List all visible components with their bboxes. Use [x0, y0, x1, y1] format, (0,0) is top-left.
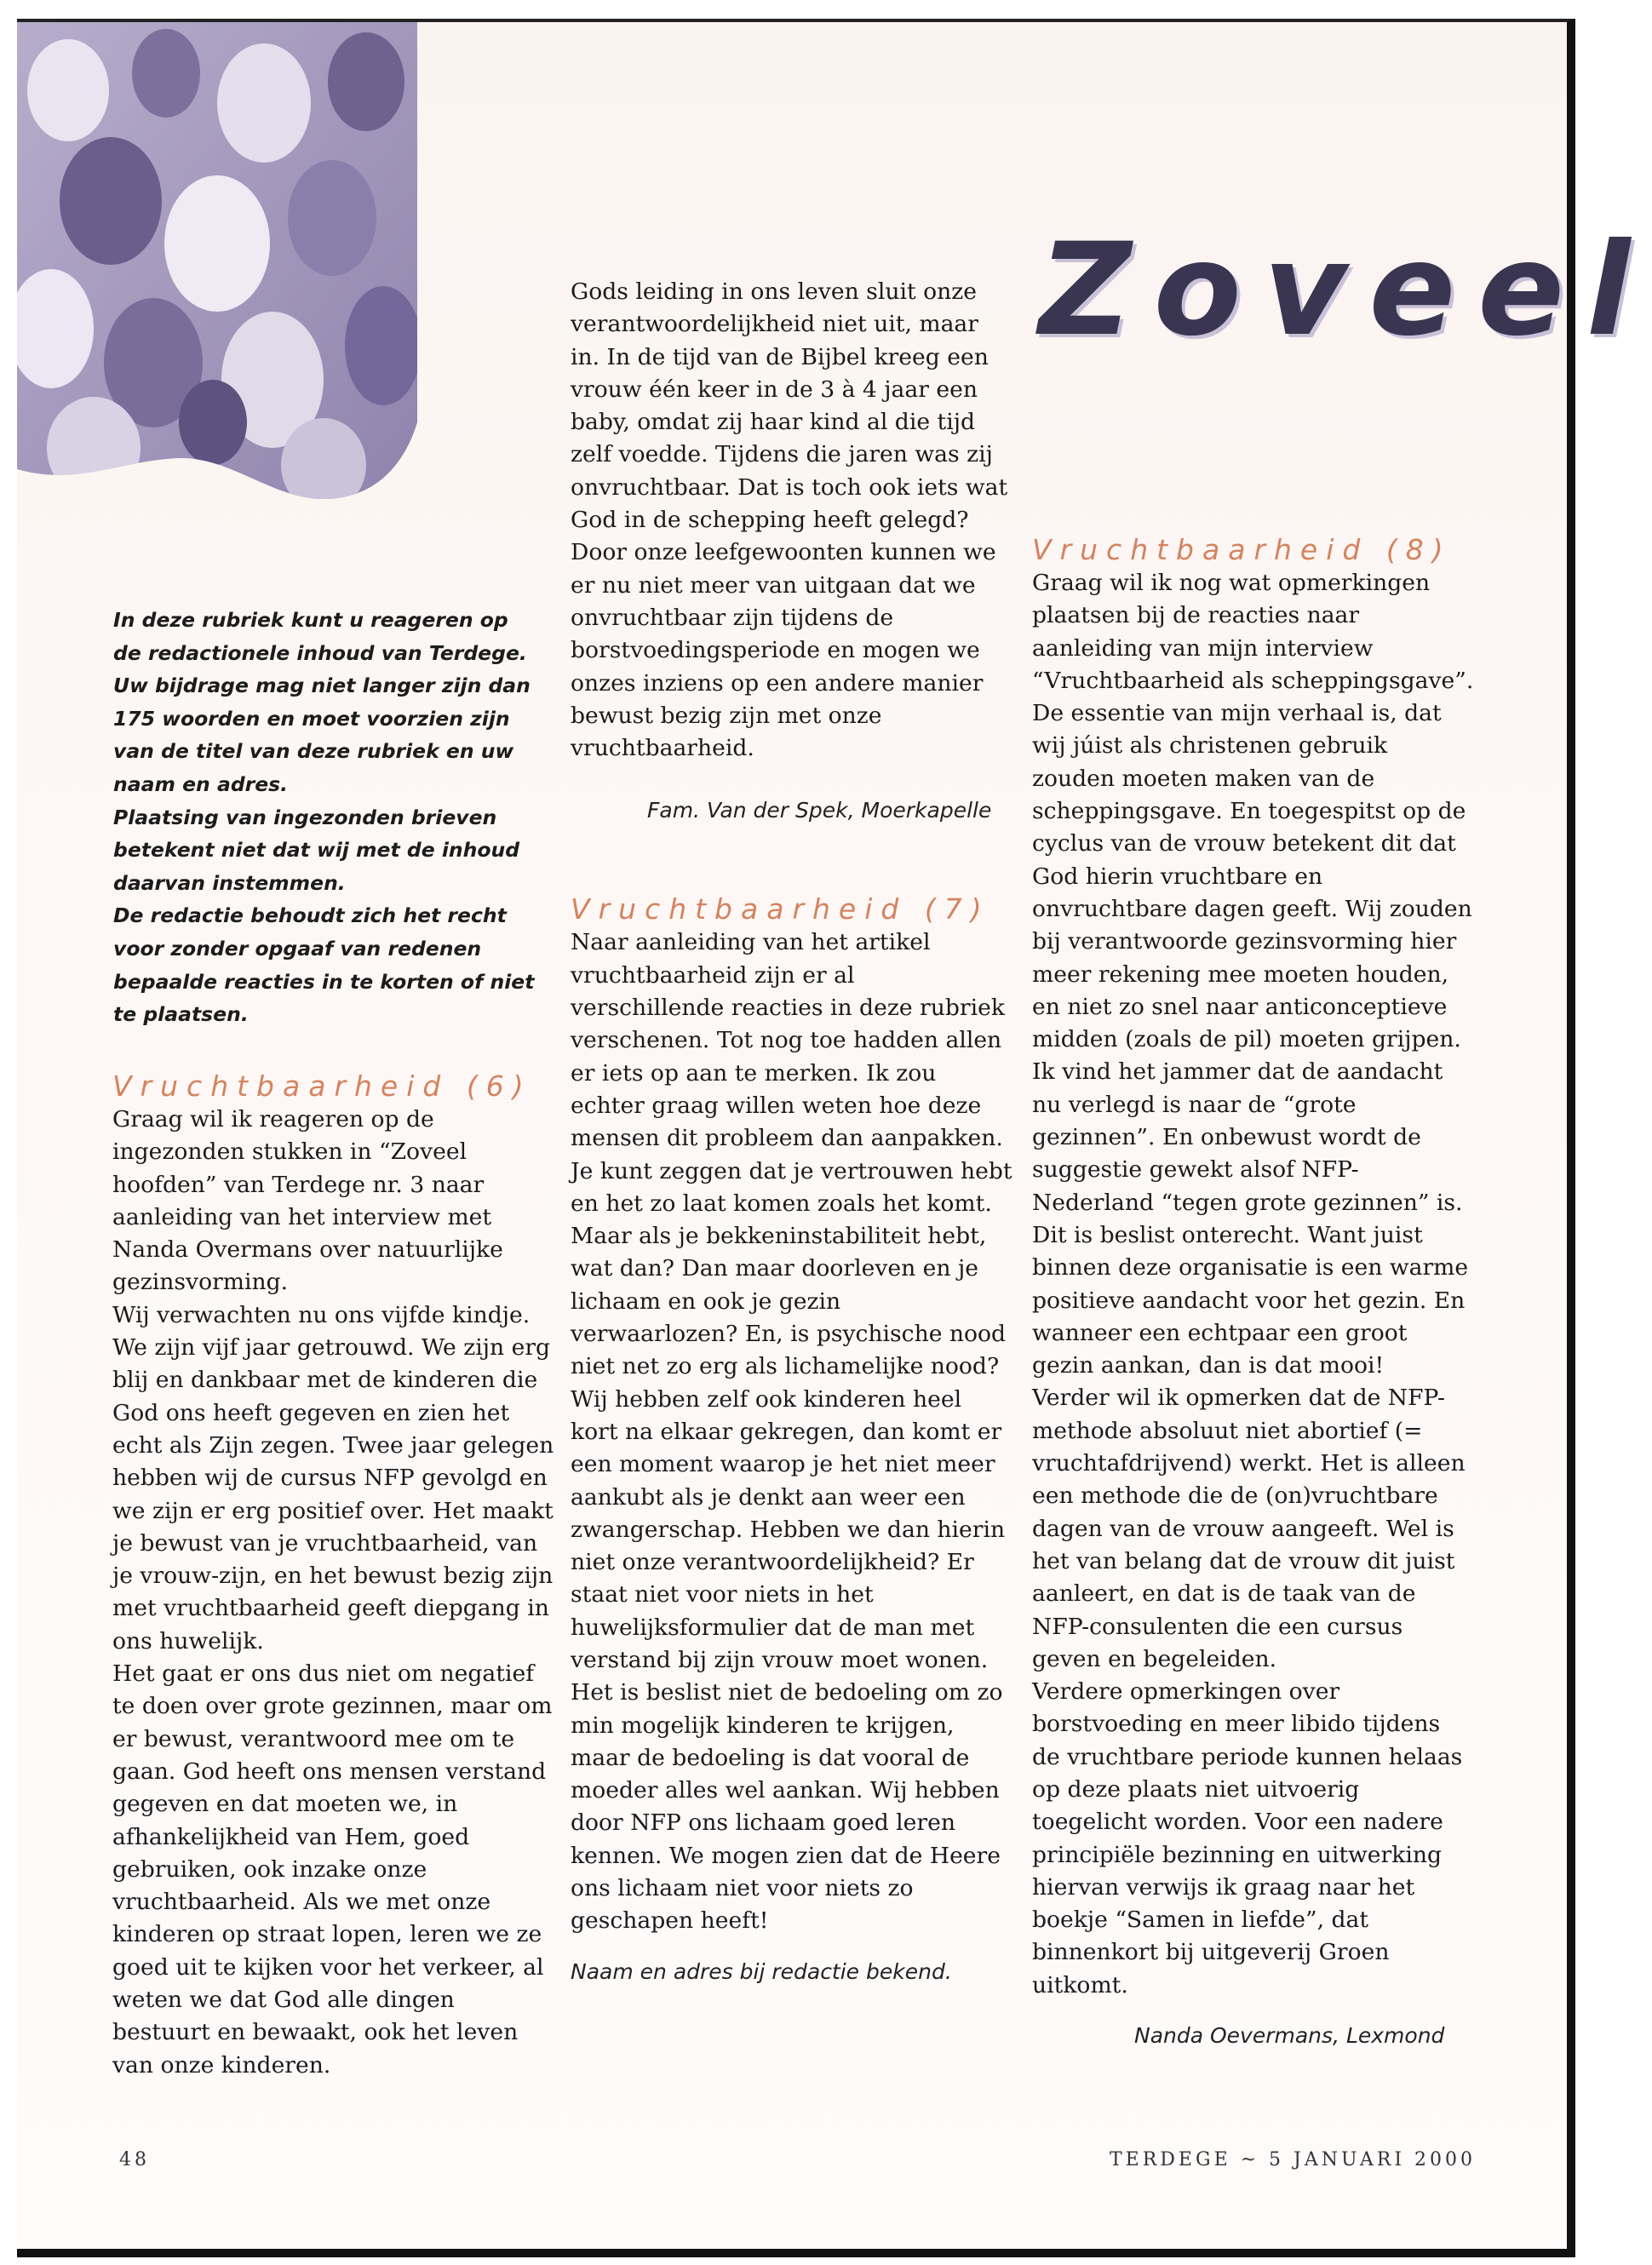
column-left — [112, 1069, 555, 2082]
letter-paragraph: Graag wil ik reageren op de ingezonden stukken in “Zoveel hoofden” van Terdege nr. 3 naar aanleiding van het interview met Nanda Overmans over natuurlijke gezinsvorming. — [112, 1106, 503, 1296]
letter-heading: Vruchtbaarheid (8) — [1032, 533, 1452, 566]
letter-paragraph: Het is beslist niet de bedoeling om zo min mogelijk kinderen te krijgen, maar de bedoeling is dat vooral de moeder alles wel aankan. Wij hebben door NFP ons lichaam goed leren kennen. We mogen zien dat de Heere ons lichaam niet voor niets zo geschapen heeft! — [571, 1679, 1003, 1935]
letter-paragraph: Naar aanleiding van het artikel vruchtbaarheid zijn er al verschillende reacties in deze rubriek verschenen. Tot nog toe hadden allen er iets op aan te merken. Ik zou echter graag willen weten hoe deze mensen dit probleem dan aanpakken. Je kunt zeggen dat je vertrouwen hebt en het zo laat komen zoals het komt. Maar als je bekkeninstabiliteit hebt, wat dan? Dan maar doorleven en je lichaam en ook je gezin verwaarlozen? En, is psychische nood niet net zo erg als lichamelijke nood? — [571, 929, 1012, 1380]
letter-signature: Naam en adres bij redactie bekend. — [571, 1958, 952, 1984]
letter-signature: Nanda Oevermans, Lexmond — [1134, 2023, 1445, 2049]
page-number: 48 — [119, 2149, 150, 2170]
letter-heading: Vruchtbaarheid (7) — [571, 892, 990, 926]
letter-paragraph: Verdere opmerkingen over borstvoeding en meer libido tijdens de vruchtbare periode kunnen helaas op deze plaats niet uitvoerig toegelicht worden. Voor een nadere principiële bezinning en uitwerking hiervan verwijs ik graag naar het boekje “Samen in liefde”, dat binnenkort bij uitgeverij Groen uitkomt. — [1032, 1678, 1463, 1998]
letter-paragraph: Het gaat er ons dus niet om negatief te doen over grote gezinnen, maar om er bewust, verantwoord mee om te gaan. God heeft ons mensen verstand gegeven en dat moeten we, in afhankelijkheid van Hem, goed gebruiken, ook inzake onze vruchtbaarheid. Als we met onze kinderen op straat lopen, leren we ze goed uit te kijken voor het verkeer, al weten we dat God alle dingen bestuurt en bewaakt, ook het leven van onze kinderen. — [112, 1660, 553, 2079]
letter-paragraph: Wij hebben zelf ook kinderen heel kort na elkaar gekregen, dan komt er een moment waarop je het niet meer aankubt als je denkt aan weer een zwangerschap. Hebben we dan hierin niet onze verantwoordelijkheid? Er staat niet voor niets in het huwelijksformulier dat de man met verstand bij zijn vrouw moet wonen. — [571, 1385, 1006, 1673]
letter-paragraph: Wij verwachten nu ons vijfde kindje. We zijn vijf jaar getrouwd. We zijn erg blij en dankbaar met de kinderen die God ons heeft gegeven en zien het echt als Zijn zegen. Twee jaar gelegen hebben wij de cursus NFP gevolgd en we zijn er erg positief over. Het maakt je bewust van je vruchtbaarheid, van je vrouw-zijn, en het bewust bezig zijn met vruchtbaarheid geeft diepgang in ons huwelijk. — [112, 1301, 554, 1654]
intro-line: De redactie behoudt zich het recht voor zonder opgaaf van redenen bepaalde reacties in te korten of niet te plaatsen. — [113, 903, 535, 1027]
letter-paragraph: Dit is beslist onterecht. Want juist binnen deze organisatie is een warme positieve aandacht voor het gezin. En wanneer een echtpaar een groot gezin aankan, dan is dat mooi! — [1032, 1221, 1469, 1379]
letter-paragraph: Verder wil ik opmerken dat de NFP-methode absoluut niet abortief (= vruchtafdrijvend) werkt. Het is alleen een methode die de (on)vruchtbare dagen van de vrouw aangeeft. Wel is het van belang dat de vrouw dit juist aanleert, en dat is de taak van de NFP-consulenten die een cursus geven en begeleiden. — [1032, 1385, 1466, 1672]
letter-paragraph: Gods leiding in ons leven sluit onze verantwoordelijkheid niet uit, maar in. In de tijd van de Bijbel kreeg een vrouw één keer in de 3 à 4 jaar een baby, omdat zij haar kind al die tijd zelf voedde. Tijdens die jaren was zij onvruchtbaar. Dat is toch ook iets wat God in de schepping heeft gelegd? Door onze leefgewoonten kunnen we er nu niet meer van uitgaan dat we onvruchtbaar zijn tijdens de borstvoedingsperiode en mogen we onzes inziens op een andere manier bewust bezig zijn met onze vruchtbaarheid. — [571, 278, 1008, 762]
intro-line: In deze rubriek kunt u reageren op de redactionele inhoud van Terdege. — [113, 608, 527, 665]
letter-paragraph: Ik vind het jammer dat de aandacht nu verlegd is naar de “grote gezinnen”. En onbewust wordt de suggestie gewekt alsof NFP-Nederland “tegen grote gezinnen” is. — [1032, 1058, 1463, 1216]
column-middle — [571, 276, 1013, 1987]
crowd-photo — [17, 22, 417, 533]
intro-notice — [113, 604, 535, 1031]
page-title: Zoveel — [1039, 216, 1652, 364]
magazine-page — [17, 19, 1652, 2257]
column-right — [1032, 533, 1475, 2051]
letter-signature: Fam. Van der Spek, Moerkapelle — [647, 798, 992, 823]
intro-line: Plaatsing van ingezonden brieven betekent niet dat wij met de inhoud daarvan instemmen. — [113, 805, 520, 895]
magazine-issue: TERDEGE ~ 5 JANUARI 2000 — [1110, 2149, 1476, 2170]
letter-paragraph: Graag wil ik nog wat opmerkingen plaatsen bij de reacties naar aanleiding van mijn interview “Vruchtbaarheid als scheppingsgave”. De essentie van mijn verhaal is, dat wij júist als christenen gebruik zouden moeten maken van de scheppingsgave. En toegespitst op de cyclus van de vrouw betekent dit dat God hierin vruchtbare en onvruchtbare dagen geeft. Wij zouden bij verantwoorde gezinsvorming hier meer rekening mee moeten houden, en niet zo snel naar anticonceptieve midden (zoals de pil) moeten grijpen. — [1032, 570, 1474, 1053]
letter-heading: Vruchtbaarheid (6) — [112, 1069, 532, 1103]
intro-line: Uw bijdrage mag niet langer zijn dan 175 woorden en moet voorzien zijn van de titel van deze rubriek en uw naam en adres. — [113, 674, 531, 796]
